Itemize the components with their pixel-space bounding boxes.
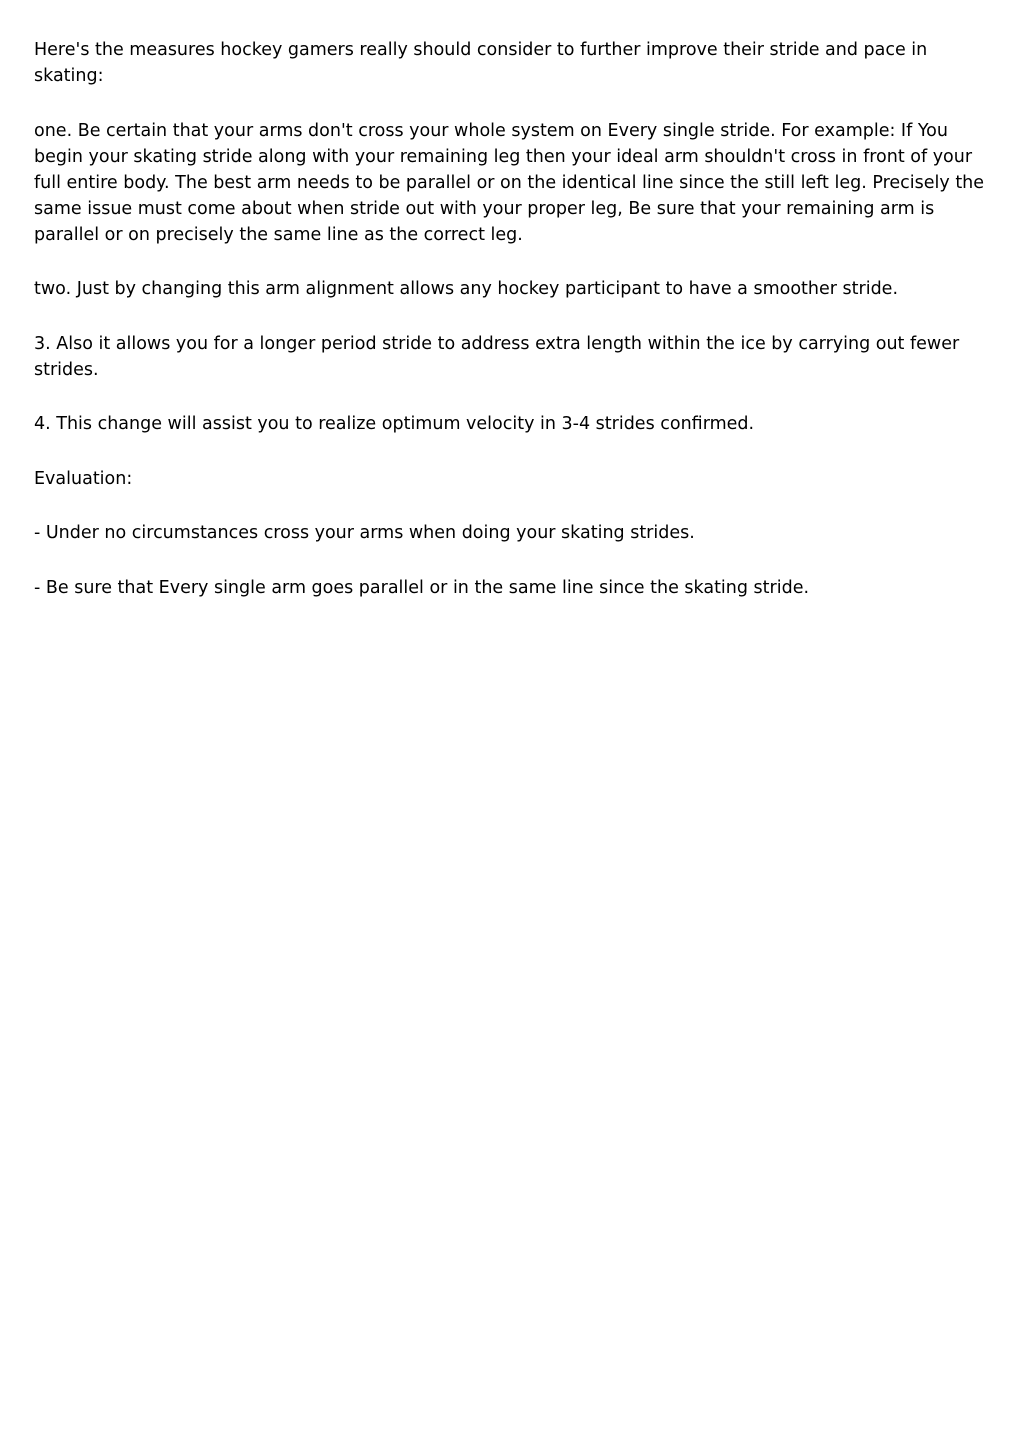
step-one-paragraph: one. Be certain that your arms don't cross your whole system on Every single stride. For example: If You begin your skating stride along with your remaining leg then your ideal arm shouldn't cross in front of your full entire body. The best arm needs to be parallel or on the identical line since the still left leg. Precisely the same issue must come about when stride out with your proper leg, Be sure that your remaining arm is parallel or on precisely the same line as the correct leg.: [34, 120, 985, 245]
document-body: [34, 37, 994, 601]
evaluation-heading: Evaluation:: [34, 468, 133, 489]
step-two-paragraph: two. Just by changing this arm alignment allows any hockey participant to have a smoother stride.: [34, 279, 899, 299]
evaluation-point-one: - Under no circumstances cross your arms when doing your skating strides.: [34, 523, 695, 543]
step-three-paragraph: 3. Also it allows you for a longer period stride to address extra length within the ice by carrying out fewer strides.: [34, 333, 960, 380]
evaluation-point-two: - Be sure that Every single arm goes parallel or in the same line since the skating stride.: [34, 577, 810, 598]
intro-paragraph: Here's the measures hockey gamers really should consider to further improve their stride and pace in skating:: [34, 40, 928, 86]
step-four-paragraph: 4. This change will assist you to realize optimum velocity in 3-4 strides confirmed.: [34, 414, 755, 434]
